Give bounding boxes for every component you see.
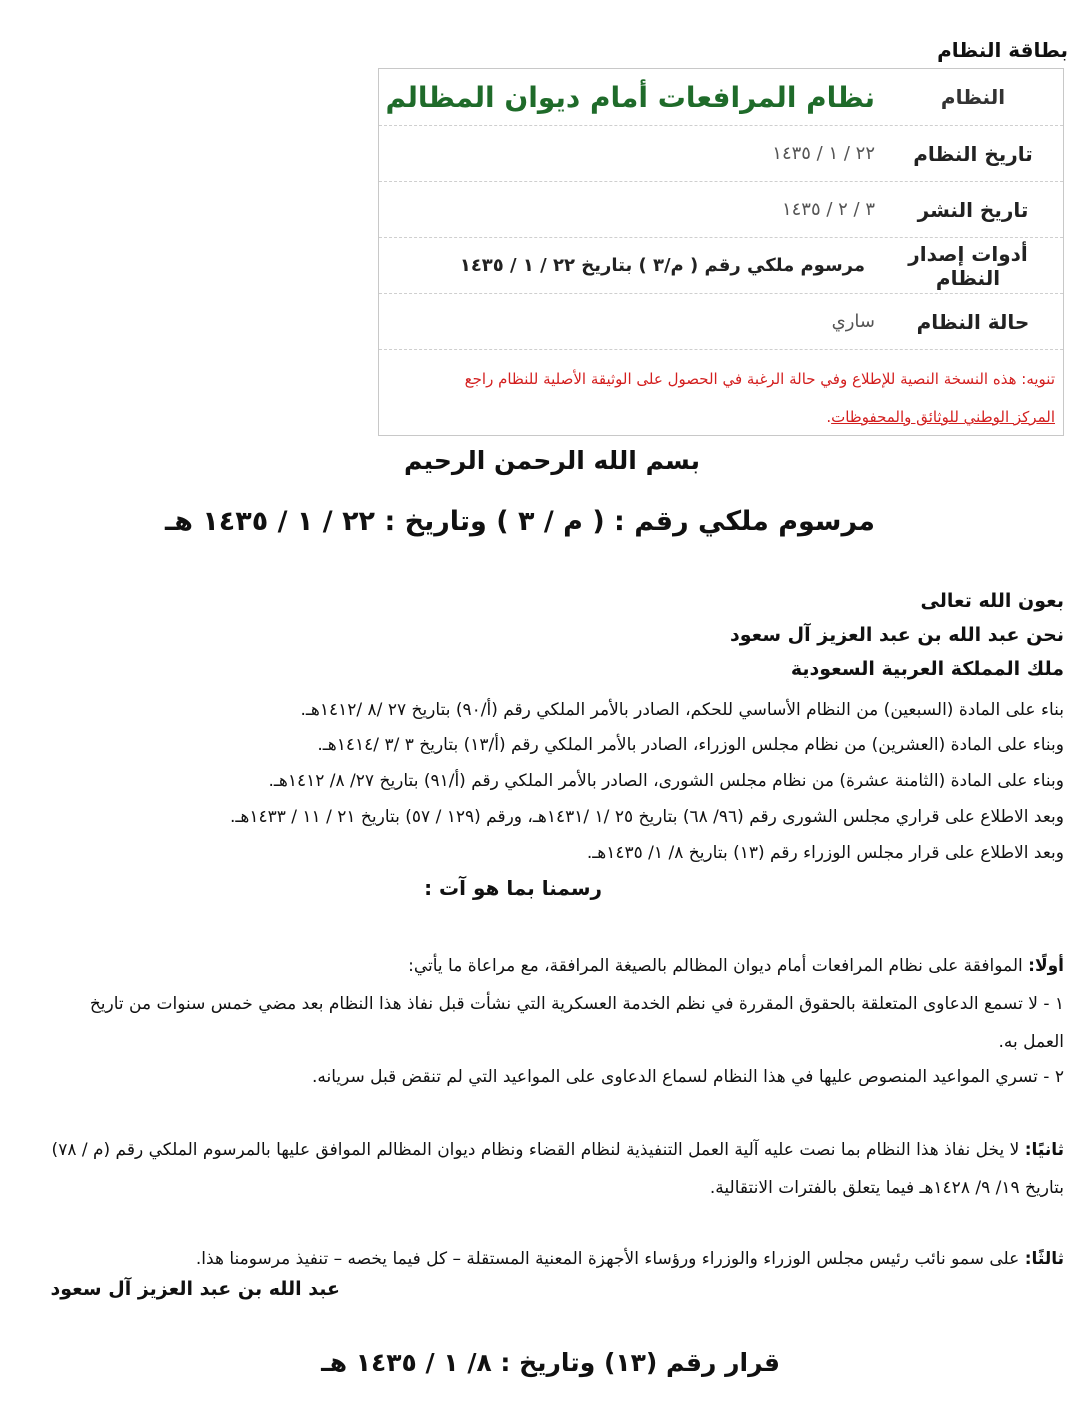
card-label-status: حالة النظام xyxy=(916,309,1030,334)
article-first-label: أولًا: xyxy=(1028,956,1064,976)
preamble-line-2: وبناء على المادة (العشرين) من نظام مجلس الوزراء، الصادر بالأمر الملكي رقم (أ/١٣) بتاريخ ٣ /٣ /١٤١٤هـ. xyxy=(317,735,1064,755)
card-row-issuance-tools xyxy=(379,238,1063,294)
card-label-system-date: تاريخ النظام xyxy=(913,141,1033,166)
article-first-text: الموافقة على نظام المرافعات أمام ديوان المظالم بالصيغة المرافقة، مع مراعاة ما يأتي: xyxy=(408,956,1023,976)
opening-line-1: بعون الله تعالى xyxy=(920,590,1064,612)
article-second-label: ثانيًا: xyxy=(1024,1140,1064,1160)
card-row-status xyxy=(379,294,1063,350)
opening-line-3: ملك المملكة العربية السعودية xyxy=(790,658,1064,680)
article-third-label: ثالثًا: xyxy=(1024,1249,1064,1269)
decree-title: مرسوم ملكي رقم : ( م / ٣ ) وتاريخ : ٢٢ / ١ / ١٤٣٥ هـ xyxy=(164,506,875,537)
article-first xyxy=(44,947,1064,985)
card-row-publish-date xyxy=(379,182,1063,238)
resolution-title: قرار رقم (١٣) وتاريخ : ٨/ ١ / ١٤٣٥ هـ xyxy=(321,1348,780,1377)
card-value-issuance-tools: مرسوم ملكي رقم ( م/٣ ) بتاريخ ٢٢ / ١ / ١٤٣٥ xyxy=(459,255,865,276)
card-row-system-date xyxy=(379,126,1063,182)
opening-line-2: نحن عبد الله بن عبد العزيز آل سعود xyxy=(729,624,1064,646)
signature: عبد الله بن عبد العزيز آل سعود xyxy=(50,1278,340,1300)
article-second xyxy=(44,1131,1064,1207)
card-note xyxy=(379,350,1063,436)
preamble-line-4: وبعد الاطلاع على قراري مجلس الشورى رقم (٩٦/ ٦٨) بتاريخ ٢٥ /١ /١٤٣١هـ، ورقم (١٢٩ / ٥٧) بتاريخ ٢١ / ١١ / ١٤٣٣هـ. xyxy=(229,807,1064,827)
card-note-text: تنويه: هذه النسخة النصية للإطلاع وفي حالة الرغبة في الحصول على الوثيقة الأصلية للنظام راجع xyxy=(464,370,1055,388)
preamble-line-1: بناء على المادة (السبعين) من النظام الأساسي للحكم، الصادر بالأمر الملكي رقم (أ/٩٠) بتاريخ ٢٧ /٨ /١٤١٢هـ. xyxy=(300,700,1064,720)
system-card xyxy=(378,68,1064,436)
card-value-system: نظام المرافعات أمام ديوان المظالم xyxy=(385,80,875,114)
card-label-system: النظام xyxy=(940,85,1006,109)
preamble-line-5: وبعد الاطلاع على قرار مجلس الوزراء رقم (١٣) بتاريخ ٨/ ١/ ١٤٣٥هـ. xyxy=(586,843,1064,863)
national-archives-link[interactable]: المركز الوطني للوثائق والمحفوظات xyxy=(831,408,1055,426)
article-third xyxy=(44,1240,1064,1278)
decreed-line: رسمنا بما هو آت : xyxy=(424,876,602,900)
card-value-status: ساري xyxy=(831,311,875,332)
card-label-publish-date: تاريخ النشر xyxy=(917,197,1029,222)
article-first-item-2: ٢ - تسري المواعيد المنصوص عليها في هذا النظام لسماع الدعاوى على المواعيد التي لم تنقض قبل سريانه. xyxy=(311,1067,1064,1087)
card-value-system-date: ٢٢ / ١ / ١٤٣٥ xyxy=(772,143,875,164)
basmala: بسم الله الرحمن الرحيم xyxy=(404,446,700,475)
card-note-end: . xyxy=(826,408,832,426)
article-first-item-1: ١ - لا تسمع الدعاوى المتعلقة بالحقوق المقررة في نظم الخدمة العسكرية التي نشأت قبل نفاذ هذا النظام بعد مضي خمس سنوات من تاريخ العمل به. xyxy=(89,994,1064,1052)
card-value-publish-date: ٣ / ٢ / ١٤٣٥ xyxy=(781,199,875,220)
preamble-line-3: وبناء على المادة (الثامنة عشرة) من نظام مجلس الشورى، الصادر بالأمر الملكي رقم (أ/٩١) بتاريخ ٢٧/ ٨/ ١٤١٢هـ. xyxy=(268,771,1064,791)
card-row-system xyxy=(379,69,1063,126)
article-third-text: على سمو نائب رئيس مجلس الوزراء والوزراء ورؤساء الأجهزة المعنية المستقلة – كل فيما يخصه – تنفيذ مرسومنا هذا. xyxy=(195,1249,1020,1269)
card-heading: بطاقة النظام xyxy=(937,38,1068,62)
article-second-text: لا يخل نفاذ هذا النظام بما نصت عليه آلية العمل التنفيذية لنظام القضاء ونظام ديوان المظالم الموافق عليها بالمرسوم الملكي رقم (م / ٧٨) بتاريخ ١٩/ ٩/ ١٤٢٨هـ فيما يتعلق بالفترات الانتقالية. xyxy=(51,1140,1064,1198)
card-label-issuance-tools: أدوات إصدار النظام xyxy=(908,241,1028,290)
